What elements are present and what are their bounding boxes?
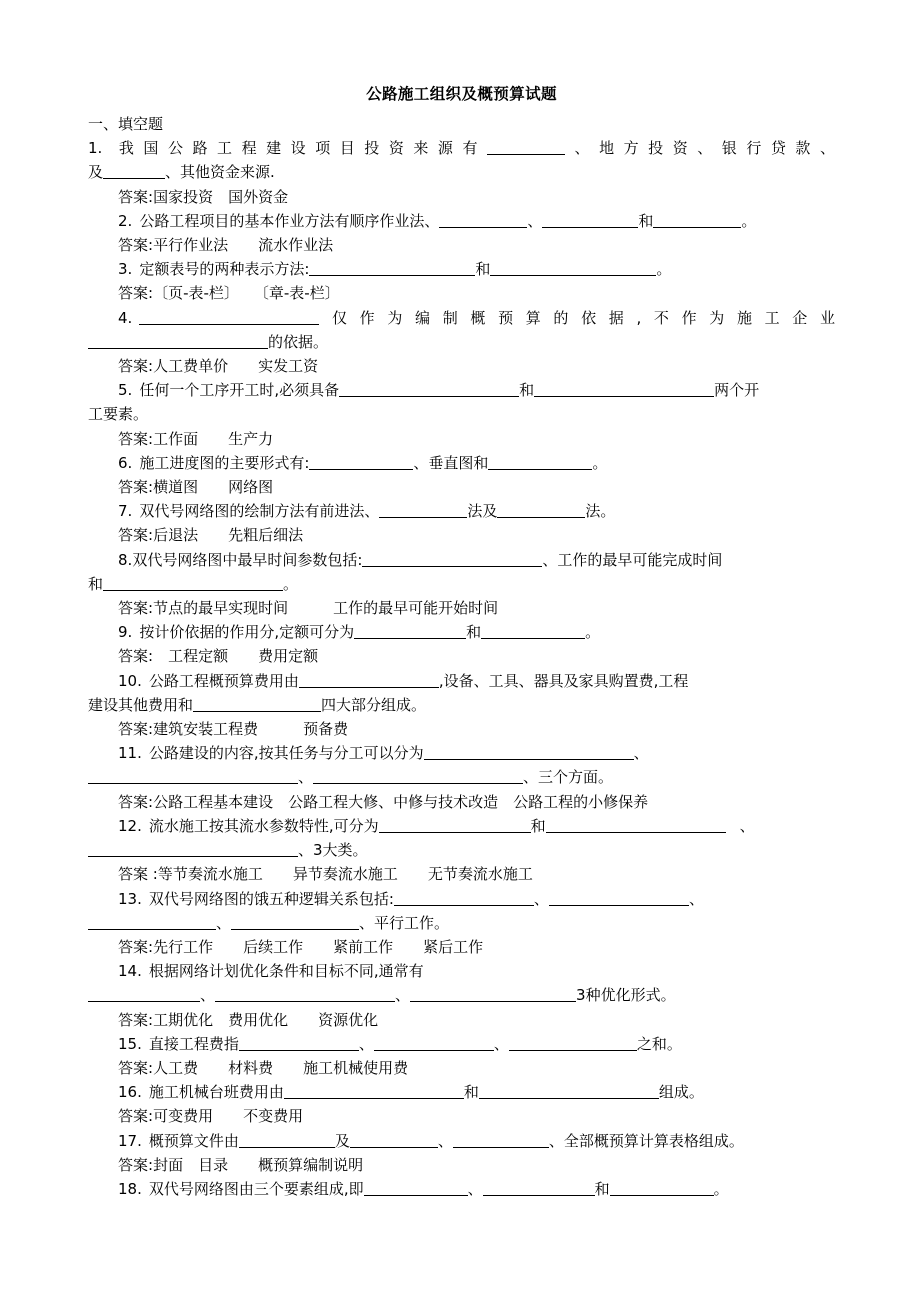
question-18 [88,1177,835,1201]
blank-field[interactable] [103,163,165,179]
blank-field[interactable] [299,672,439,688]
blank-field[interactable] [487,139,565,155]
question-5-line-2 [88,402,835,426]
q16-text-b: 和 [463,1083,479,1102]
q10-text-d: 四大部分组成。 [321,695,427,714]
answer-5 [88,427,835,451]
answer-8-text: 节点的最早实现时间 工作的最早可能开始时间 [153,599,499,618]
question-17 [88,1129,835,1153]
question-14-line-1 [88,959,835,983]
answer-17 [88,1153,835,1177]
q7-text-a: 双代号网络图的绘制方法有前进法、 [139,502,380,521]
question-10-line-2 [88,693,835,717]
blank-field[interactable] [424,744,634,760]
question-1-line-2 [88,160,835,184]
answer-8 [88,596,835,620]
q13-text-d: 、 [216,913,232,932]
q18-text-b: 、 [467,1179,483,1198]
q13-number: 13. [118,889,142,908]
q3-number: 3. [118,260,133,279]
q8-text-d: 。 [283,574,299,593]
answer-2-text: 平行作业法 流水作业法 [153,236,334,255]
question-1-line-1 [88,136,835,160]
answer-label: 答案: [118,526,154,545]
blank-field[interactable] [88,768,298,784]
q15-text-b: 、 [358,1034,374,1053]
question-8-line-1 [88,548,835,572]
q5-text-d: 工要素。 [88,405,149,424]
answer-13-text: 先行工作 后续工作 紧前工作 紧后工作 [153,937,484,956]
q14-number: 14. [118,962,142,981]
section-heading: 一、填空题 [88,115,164,133]
q15-text-c: 、 [493,1034,509,1053]
question-11-line-1 [88,741,835,765]
q13-text-c: 、 [688,889,704,908]
q3-text-b: 和 [475,260,491,279]
blank-field[interactable] [88,333,268,349]
q2-text-a: 公路工程项目的基本作业方法有顺序作业法、 [139,211,440,230]
q10-number: 10. [118,671,142,690]
q17-number: 17. [118,1131,142,1150]
blank-field[interactable] [546,817,726,833]
q18-text-d: 。 [713,1179,729,1198]
blank-field[interactable] [509,1035,637,1051]
q15-text-d: 之和。 [636,1034,682,1053]
question-13-line-2 [88,911,835,935]
q9-text-b: 和 [466,623,482,642]
blank-field[interactable] [354,623,466,639]
q7-text-b: 法及 [467,502,498,521]
blank-field[interactable] [481,623,585,639]
answer-label: 答案: [118,1058,154,1077]
answer-14 [88,1008,835,1032]
answer-16-text: 可变费用 不变费用 [153,1107,304,1126]
blank-field[interactable] [394,890,534,906]
q4-text-a: 仅作为编制概预算的依据,不作为施工企业 [319,308,835,327]
blank-field[interactable] [103,575,283,591]
answer-label: 答案: [118,478,154,497]
answer-7 [88,523,835,547]
blank-field[interactable] [374,1035,494,1051]
blank-field[interactable] [653,212,741,228]
question-4-line-1 [88,306,835,330]
answer-label-spaced: 答案 : [118,865,158,884]
page-title: 公路施工组织及概预算试题 [366,85,557,103]
answer-9 [88,644,835,668]
answer-11 [88,790,835,814]
q2-text-d: 。 [741,211,757,230]
answer-1 [88,185,835,209]
blank-field[interactable] [479,1083,659,1099]
q5-text-a: 任何一个工序开工时,必须具备 [139,381,340,400]
q9-text-c: 。 [585,623,601,642]
question-12-line-1 [88,814,835,838]
q9-text-a: 按计价依据的作用分,定额可分为 [139,623,355,642]
q8-text-b: 、工作的最早可能完成时间 [542,550,723,569]
answer-label: 答案: [118,599,154,618]
answer-3 [88,281,835,305]
blank-field[interactable] [215,986,395,1002]
q8-text-c: 和 [88,574,104,593]
blank-field[interactable] [483,1180,595,1196]
q2-text-c: 和 [638,211,654,230]
q15-text-a: 直接工程费指 [148,1034,239,1053]
blank-field[interactable] [439,212,527,228]
q4-number: 4. [118,308,133,327]
q12-number: 12. [118,816,142,835]
question-8-line-2 [88,572,835,596]
q1-text-d: 、其他资金来源. [165,163,275,182]
q3-text-a: 定额表号的两种表示方法: [139,260,310,279]
answer-label: 答案: [118,187,154,206]
answer-1-text: 国家投资 国外资金 [153,187,289,206]
answer-label: 答案: [118,1155,154,1174]
q1-text-b: 、地方投资、银行贷款、 [565,139,835,158]
q12-text-a: 流水施工按其流水参数特性,可分为 [148,816,379,835]
answer-label: 答案: [118,792,154,811]
answer-16 [88,1104,835,1128]
q2-number: 2. [118,211,133,230]
answer-10 [88,717,835,741]
q13-text-a: 双代号网络图的饿五种逻辑关系包括: [148,889,394,908]
question-4-line-2 [88,330,835,354]
answer-label: 答案: [118,720,154,739]
answer-12 [88,862,835,886]
q18-number: 18. [118,1179,142,1198]
q1-text-c: 及 [88,163,104,182]
q6-text-c: 。 [592,453,608,472]
q2-text-b: 、 [527,211,543,230]
blank-field[interactable] [88,986,200,1002]
q8-text-a: 双代号网络图中最早时间参数包括: [132,550,363,569]
answer-2 [88,233,835,257]
answer-label: 答案: [118,357,154,376]
question-12-line-2 [88,838,835,862]
answer-6-text: 横道图 网络图 [153,478,274,497]
answer-label: 答案: [118,937,154,956]
q12-text-c: 、 [739,816,755,835]
blank-field[interactable] [364,1180,468,1196]
q10-text-b: ,设备、工具、器具及家具购置费,工程 [438,671,689,690]
question-5-line-1 [88,378,835,402]
answer-label: 答案: [118,1107,154,1126]
answer-14-text: 工期优化 费用优化 资源优化 [153,1010,379,1029]
q16-text-c: 组成。 [658,1083,704,1102]
q5-text-b: 和 [519,381,535,400]
q9-number: 9. [118,623,133,642]
q5-text-c: 两个开 [714,381,760,400]
blank-field[interactable] [239,1132,335,1148]
blank-field[interactable] [490,260,656,276]
answer-13 [88,935,835,959]
blank-field[interactable] [379,817,531,833]
blank-field[interactable] [309,260,475,276]
blank-field[interactable] [284,1083,464,1099]
blank-field[interactable] [139,309,319,325]
blank-field[interactable] [350,1132,438,1148]
question-11-line-2 [88,765,835,789]
q16-text-a: 施工机械台班费用由 [148,1083,284,1102]
q13-text-e: 、平行工作。 [359,913,450,932]
q16-number: 16. [118,1083,142,1102]
q18-text-a: 双代号网络图由三个要素组成,即 [148,1179,364,1198]
q10-text-c: 建设其他费用和 [88,695,194,714]
blank-field[interactable] [88,914,216,930]
blank-field[interactable] [410,986,576,1002]
q4-text-b: 的依据。 [268,332,329,351]
q11-number: 11. [118,744,142,763]
question-2 [88,209,835,233]
question-9 [88,620,835,644]
blank-field[interactable] [542,212,638,228]
answer-9-text: 工程定额 费用定额 [153,647,319,666]
question-13-line-1 [88,887,835,911]
answer-10-text: 建筑安装工程费 预备费 [153,720,349,739]
q10-text-a: 公路工程概预算费用由 [148,671,299,690]
q5-number: 5. [118,381,133,400]
blank-field[interactable] [362,551,542,567]
q12-text-b: 和 [530,816,546,835]
question-15 [88,1032,835,1056]
question-16 [88,1080,835,1104]
answer-label: 答案: [118,647,154,666]
blank-field[interactable] [193,696,321,712]
blank-field[interactable] [309,454,413,470]
blank-field[interactable] [610,1180,714,1196]
answer-5-text: 工作面 生产力 [153,429,274,448]
question-3 [88,257,835,281]
q14-text-a: 根据网络计划优化条件和目标不同,通常有 [148,962,424,981]
answer-4-text: 人工费单价 实发工资 [153,357,319,376]
q14-text-d: 3种优化形式。 [576,986,676,1005]
q6-text-b: 、垂直图和 [413,453,489,472]
q1-text-a: 我国公路工程建设项目投资来源有 [109,139,487,158]
answer-15-text: 人工费 材料费 施工机械使用费 [153,1058,409,1077]
q11-text-b: 、 [633,744,649,763]
question-7 [88,499,835,523]
blank-field[interactable] [379,502,467,518]
answer-11-text: 公路工程基本建设 公路工程大修、中修与技术改造 公路工程的小修保养 [153,792,649,811]
answer-label: 答案: [118,284,154,303]
question-10-line-1 [88,669,835,693]
q17-text-b: 及 [334,1131,350,1150]
q8-number: 8. [118,550,133,569]
answer-label: 答案: [118,236,154,255]
answer-7-text: 后退法 先粗后细法 [153,526,304,545]
q6-number: 6. [118,453,133,472]
blank-field[interactable] [313,768,523,784]
blank-field[interactable] [497,502,585,518]
q15-number: 15. [118,1034,142,1053]
q11-text-d: 、三个方面。 [523,768,614,787]
blank-field[interactable] [549,890,689,906]
blank-field[interactable] [239,1035,359,1051]
answer-label: 答案: [118,429,154,448]
q11-text-a: 公路建设的内容,按其任务与分工可以分为 [148,744,424,763]
blank-field[interactable] [534,381,714,397]
q17-text-d: 、全部概预算计算表格组成。 [548,1131,744,1150]
answer-label: 答案: [118,1010,154,1029]
q3-text-c: 。 [656,260,672,279]
answer-17-text: 封面 目录 概预算编制说明 [153,1155,364,1174]
q11-text-c: 、 [298,768,314,787]
blank-field[interactable] [231,914,359,930]
q17-text-a: 概预算文件由 [148,1131,239,1150]
q14-text-c: 、 [395,986,411,1005]
blank-field[interactable] [88,841,298,857]
q12-text-d: 、3大类。 [298,841,368,860]
q17-text-c: 、 [437,1131,453,1150]
blank-field[interactable] [453,1132,549,1148]
q7-text-c: 法。 [585,502,616,521]
question-6 [88,451,835,475]
q13-text-b: 、 [533,889,549,908]
blank-field[interactable] [488,454,592,470]
answer-6 [88,475,835,499]
question-14-line-2 [88,983,835,1007]
blank-field[interactable] [339,381,519,397]
answer-12-text: 等节奏流水施工 异节奏流水施工 无节奏流水施工 [157,865,533,884]
answer-3-text: 〔页-表-栏〕 〔章-表-栏〕 [153,284,340,303]
q6-text-a: 施工进度图的主要形式有: [139,453,310,472]
q18-text-c: 和 [594,1179,610,1198]
q1-number: 1. [88,139,103,158]
answer-15 [88,1056,835,1080]
q7-number: 7. [118,502,133,521]
q14-text-b: 、 [200,986,216,1005]
answer-4 [88,354,835,378]
